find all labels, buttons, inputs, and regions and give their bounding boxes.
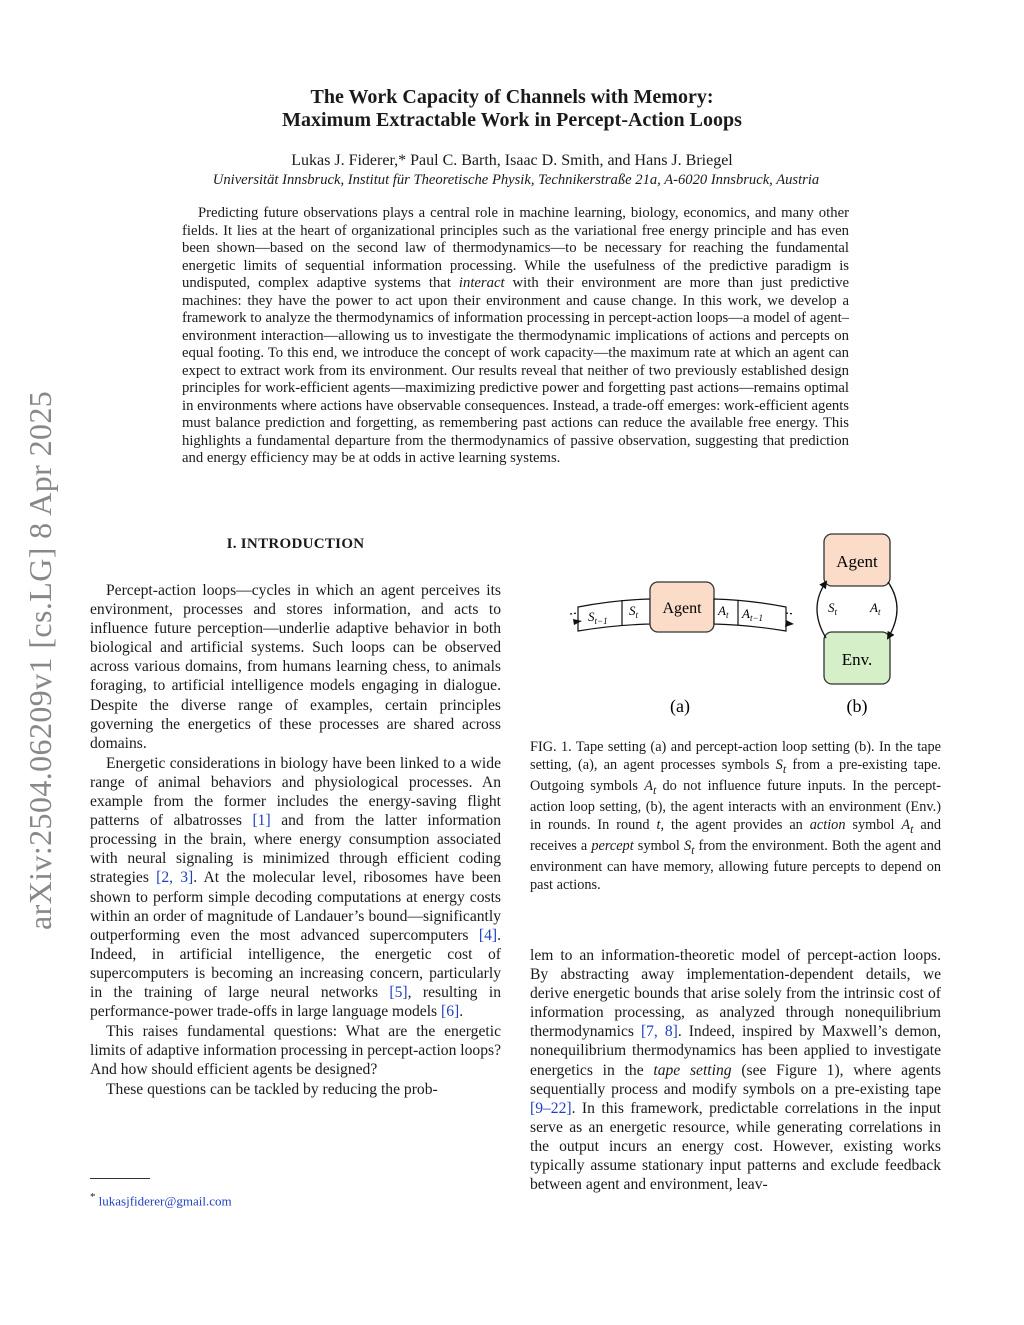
text-run: . Indeed, in artificial intelligence, the energetic cost of supercomputers is becoming an increasing concern, particularly in the training of large neural networks xyxy=(90,926,501,1001)
figure-1-caption xyxy=(530,739,941,894)
caption-emphasis: percept xyxy=(591,838,634,855)
intro-paragraph-1: Percept-action loops—cycles in which an agent perceives its environment, processes and stores information, and acts to influence future perception—underlie adaptive behavior in both biological and artificial systems. Such loops can be observed across various domains, from humans learning chess, to animals foraging, to artificial intelligence models engaging in dialogue. Despite the diverse range of examples, certain principles governing the energetics of these processes are shared across domains. xyxy=(90,582,501,752)
text-run: and receives a xyxy=(530,816,941,855)
tape-continuation-left xyxy=(570,613,578,614)
percept-action-loop-diagram xyxy=(817,534,897,717)
math-symbol: S xyxy=(683,838,692,855)
citation-7-8[interactable]: [7, 8] xyxy=(640,1023,678,1041)
subfigure-label-b: (b) xyxy=(846,696,868,716)
abstract-text-2: with their environment are more than just predictive machines: they have the power to act upon their environment and cause change. In this work, we develop a framework to analyze the thermodynamics of information processing in percept-action loops—a model of agent–environment interaction—allowing us to investigate the thermodynamic implications of actions and percepts on equal footing. To this end, we introduce the concept of work capacity—the maximum rate at which an agent can expect to extract work from its environment. Our results reveal that neither of two previously established design principles for work-efficient agents—maximizing predictive power and forgetting past actions—remains optimal in environments where actions have observable consequences. Instead, a trade-off emerges: work-efficient agents must balance prediction and forgetting, as remembering past actions can reduce the available free energy. This highlights a fundamental departure from the thermodynamics of passive observation, suggesting that prediction and energy efficiency may be at odds in active learning systems. xyxy=(182,275,849,466)
tape-direction-arrow-right xyxy=(785,620,794,627)
math-symbol: A xyxy=(644,777,653,794)
text-run: lem to an information-theoretic model of percept-action loops. By abstracting away implementation-dependent details, we derive energetic bounds that arise solely from the intrinsic cost of information processing, as analyzed through nonequilibrium thermodynamics xyxy=(530,947,941,1041)
title-line-1: The Work Capacity of Channels with Memory: xyxy=(310,86,714,108)
tape-setting-emphasis: tape setting xyxy=(653,1061,732,1079)
tape-symbol-s-t-minus-1: $S_{t-1}$ xyxy=(588,609,608,626)
text-run: . At the molecular level, ribosomes have been shown to perform simple decoding computations at energy costs within an order of magnitude of Landauer’s bound—significantly outperforming even the most advanced supercomputers xyxy=(90,869,502,944)
subfigure-label-a: (a) xyxy=(670,696,690,716)
citation-4[interactable]: [4] xyxy=(478,926,498,944)
citation-5[interactable]: [5] xyxy=(389,983,408,1001)
intro-paragraph-3: This raises fundamental questions: What are the energetic limits of adaptive information processing in percept-action loops? And how should efficient agents be designed? xyxy=(90,1023,501,1079)
right-column xyxy=(530,946,941,1194)
figure-1-diagram xyxy=(560,528,960,728)
text-run: . In this framework, predictable correlations in the input serve as an energetic resource, while generating correlations in the output incurs an energy cost. However, existing works typically assume stationary input patterns and exclude feedback between agent and environment, leav- xyxy=(530,1099,941,1194)
text-run: symbol xyxy=(845,816,902,833)
tape-symbol-a-t: $A_t$ xyxy=(718,603,729,620)
right-column-paragraph xyxy=(530,946,941,1194)
text-run: , the agent provides an xyxy=(660,816,810,833)
text-run: Energetic considerations in biology have been linked to a wide range of animal behaviors and physiological processes. An example from the former includes the energy-saving flight patterns of albatrosses xyxy=(90,754,501,830)
footnote-rule xyxy=(90,1178,150,1179)
text-run: . xyxy=(459,1003,464,1021)
tape-continuation-right xyxy=(786,613,794,614)
caption-emphasis: action xyxy=(809,816,846,833)
arxiv-identifier[interactable]: arXiv:2504.06209v1 [cs.LG] 8 Apr 2025 xyxy=(22,390,58,930)
citation-9-22[interactable]: [9–22] xyxy=(530,1099,572,1117)
action-symbol: $A_t$ xyxy=(870,600,881,617)
text-run: and from the latter information processing in the brain, where energy consumption associated with neural signaling is minimized through efficient coding strategies xyxy=(90,812,501,887)
text-run: from a pre-existing tape. Outgoing symbols xyxy=(530,756,942,794)
percept-symbol: $S_t$ xyxy=(828,600,838,617)
text-run: do not influence future inputs. In the percept-action loop setting, (b), the agent interacts with an environment (Env.) in rounds. In round xyxy=(530,777,942,833)
math-subscript: t xyxy=(691,842,695,857)
abstract-emphasis: interact xyxy=(458,275,505,291)
math-subscript: t xyxy=(652,782,657,797)
tape-symbol-a-t-minus-1: $A_{t-1}$ xyxy=(742,606,764,623)
abstract-text-1: Predicting future observations plays a central role in machine learning, biology, economics, and many other fields. It lies at the heart of organizational principles such as the variational free energy principle and has even been shown—based on the second law of thermodynamics—to be necessary for reaching the fundamental energetic limits of sequential information processing. While the usefulness of the predictive paradigm is undisputed, complex adaptive systems that xyxy=(182,205,849,291)
text-run: FIG. 1. Tape setting (a) and percept-action loop setting (b). In the tape setting, (a), an agent processes symbols xyxy=(530,739,941,773)
action-arrow xyxy=(888,582,897,638)
intro-paragraph-4: These questions can be tackled by reducing the prob- xyxy=(106,1081,438,1099)
math-symbol: S xyxy=(775,756,783,773)
agent-label-loop: Agent xyxy=(836,552,878,571)
left-column xyxy=(90,581,501,1100)
author-email-link[interactable]: lukasjfiderer@gmail.com xyxy=(98,1193,232,1209)
affiliation: Universität Innsbruck, Institut für Theoretische Physik, Technikerstraße 21a, A-6020 Innsbruck, Austria xyxy=(212,172,820,188)
text-run: (see Figure 1), where agents sequentially process and modify symbols on a pre-existing tape xyxy=(530,1061,941,1098)
environment-label: Env. xyxy=(841,650,873,669)
math-subscript: t xyxy=(910,821,914,836)
math-subscript: t xyxy=(782,761,787,776)
tape-symbol-s-t: $S_t$ xyxy=(629,603,639,620)
text-run: from the environment. Both the agent and environment can have memory, allowing future percepts to depend on past actions. xyxy=(530,838,941,893)
footnote-marker: * xyxy=(90,1191,96,1203)
citation-1[interactable]: [1] xyxy=(252,812,271,830)
text-run: . Indeed, inspired by Maxwell’s demon, nonequilibrium thermodynamics has been applied to investigate energetics in the xyxy=(530,1023,941,1079)
author-list: Lukas J. Fiderer,* Paul C. Barth, Isaac D. Smith, and Hans J. Briegel xyxy=(291,152,733,169)
math-symbol: t xyxy=(656,816,661,833)
text-run: symbol xyxy=(633,838,684,855)
tape-setting-diagram xyxy=(570,582,794,717)
intro-paragraph-2 xyxy=(90,754,501,1021)
figure-1 xyxy=(560,528,960,728)
math-symbol: A xyxy=(901,816,911,833)
section-heading-introduction: I. INTRODUCTION xyxy=(226,536,365,552)
footnote xyxy=(90,1191,232,1209)
text-run: , resulting in performance-power trade-offs in large language models xyxy=(90,983,501,1021)
abstract xyxy=(182,205,849,468)
agent-label-tape: Agent xyxy=(662,600,702,617)
paper-title xyxy=(0,86,1024,132)
percept-arrow xyxy=(817,582,826,638)
citation-6[interactable]: [6] xyxy=(441,1003,460,1021)
citation-2-3[interactable]: [2, 3] xyxy=(156,869,194,887)
title-line-2: Maximum Extractable Work in Percept-Action Loops xyxy=(282,109,742,131)
